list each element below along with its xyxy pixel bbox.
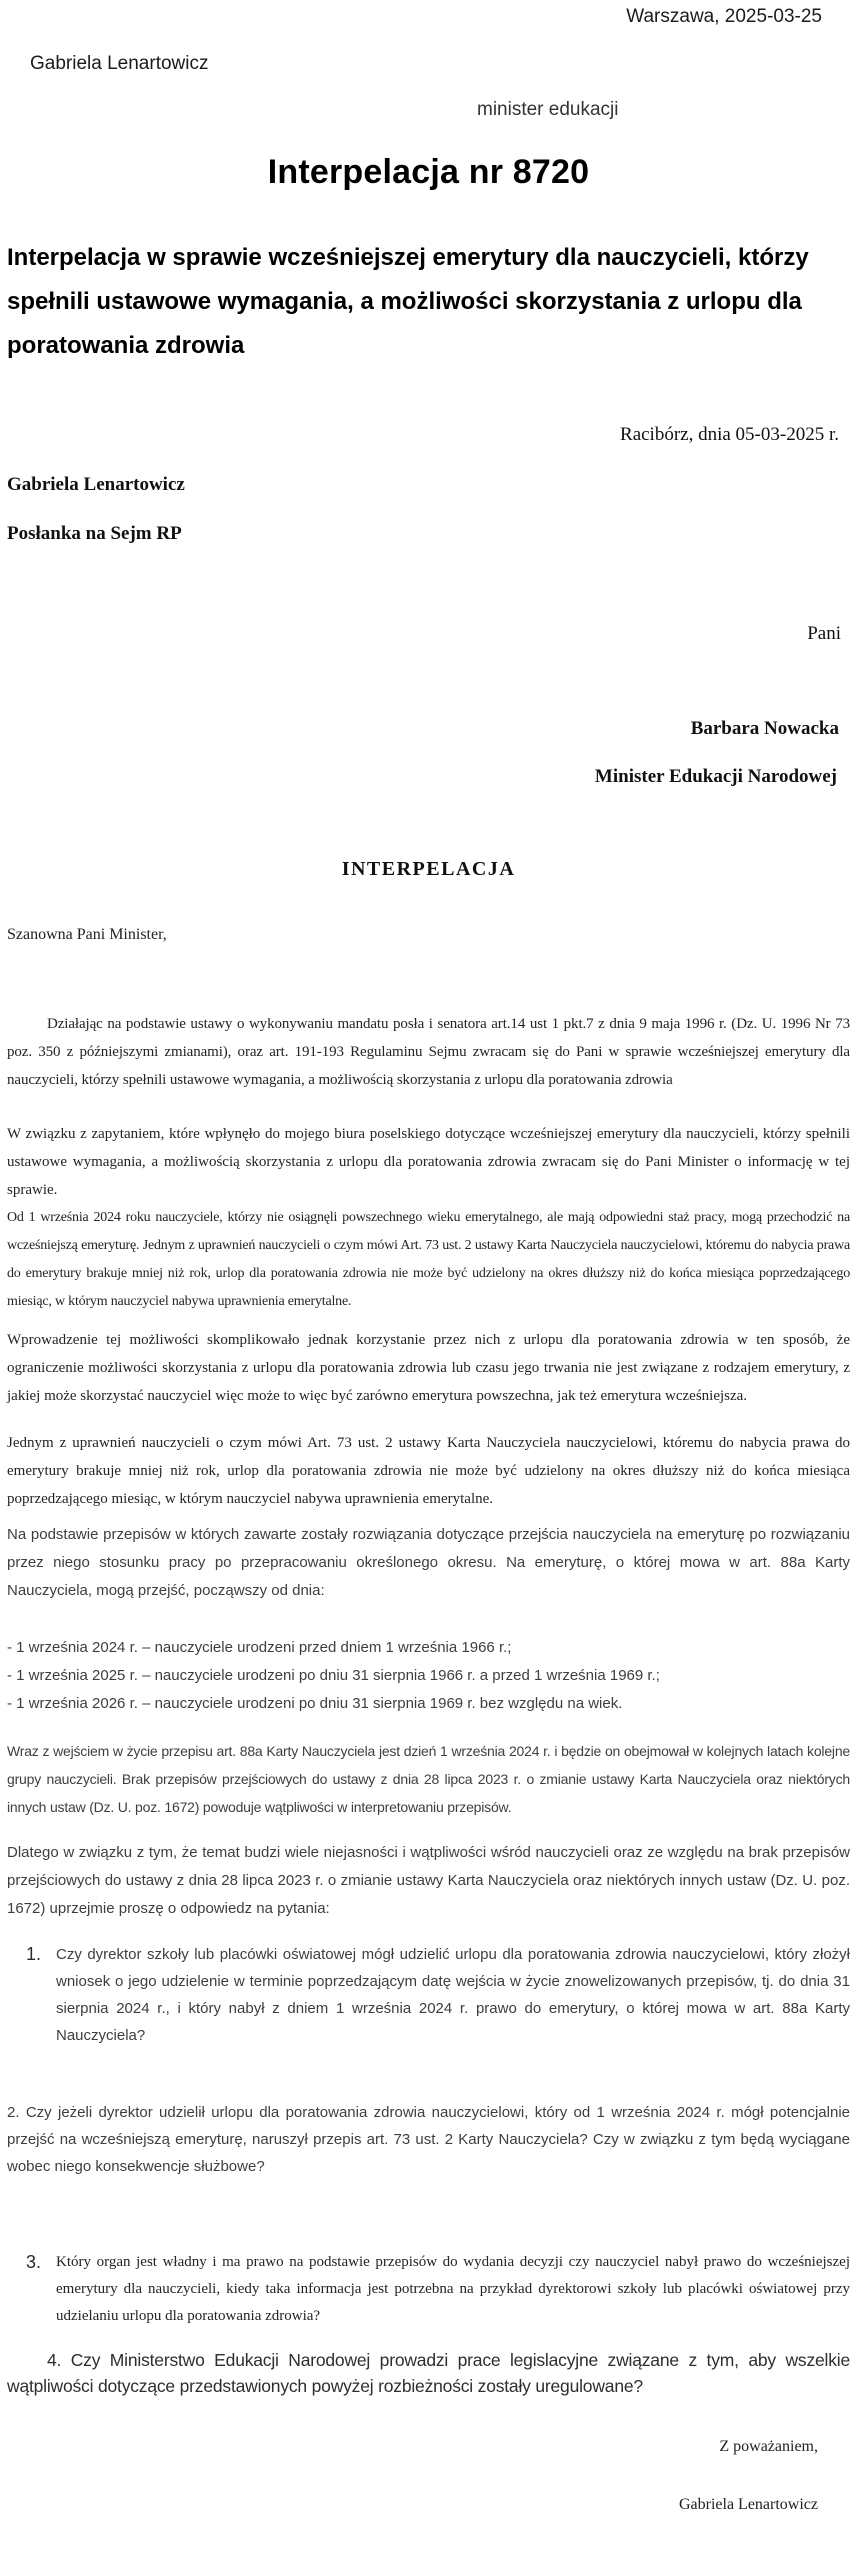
- retirement-date-item: - 1 września 2025 r. – nauczyciele urodzeni po dniu 31 sierpnia 1966 r. a przed 1 września 1969 r.;: [7, 1667, 660, 1684]
- closing-phrase: Z poważaniem,: [719, 2438, 818, 2455]
- place-date: Racibórz, dnia 05-03-2025 r.: [620, 424, 839, 445]
- recipient-title: Minister Edukacji Narodowej: [594, 766, 837, 787]
- sender-title: Posłanka na Sejm RP: [7, 523, 182, 544]
- question-2-text: 2. Czy jeżeli dyrektor udzielił urlopu dla poratowania zdrowia nauczycielowi, który od 1 września 2024 r. mógł potencjalnie przejść na wcześniejszą emeryturę, naruszył przepis art. 73 ust. 2 Karty Nauczyciela? Czy w związku z tym będą wyciągane wobec niego konsekwencje służbowe?: [7, 2104, 850, 2175]
- city-date: Warszawa, 2025-03-25: [626, 6, 822, 27]
- paragraph-request: W związku z zapytaniem, które wpłynęło do mojego biura poselskiego dotyczące wcześniejszej emerytury dla nauczycieli, którzy spełnili ustawowe wymagania, a możliwością skorzystania z urlopu dla poratowania zdrowia zwracam się do Pani Minister o informację w tej sprawie.: [7, 1126, 850, 1198]
- paragraph-questions-intro: Dlatego w związku z tym, że temat budzi wiele niejasności i wątpliwości wśród nauczycieli oraz ze względu na brak przepisów przejściowych do ustawy z dnia 28 lipca 2023 r. o zmianie ustawy Karta Nauczyciela oraz niektórych innych ustaw (Dz. U. poz. 1672) uprzejmie proszę o odpowiedz na pytania:: [7, 1844, 850, 1917]
- question-1-text: Czy dyrektor szkoły lub placówki oświatowej mógł udzielić urlopu dla poratowania zdrowia nauczycielowi, który złożył wniosek o jego udzielenie w terminie poprzedzającym datę wejścia w życie znowelizowanych przepisów, tj. do dnia 31 sierpnia 2024 r., i który nabył z dniem 1 września 2024 r. prawo do emerytury, o której mowa w art. 88a Karty Nauczyciela?: [56, 1946, 850, 2044]
- signature-name: Gabriela Lenartowicz: [678, 2496, 818, 2513]
- sender-name: Gabriela Lenartowicz: [7, 474, 185, 495]
- retirement-date-list: [7, 1634, 850, 1718]
- document-subject: Interpelacja w sprawie wcześniejszej emerytury dla nauczycieli, którzy spełnili ustawowe wymagania, a możliwości skorzystania z urlopu dla poratowania zdrowia: [7, 244, 809, 359]
- question-3-text: Który organ jest władny i ma prawo na podstawie przepisów do wydania decyzji czy nauczyciel nabył prawo do wcześniejszej emerytury dla nauczycieli, kiedy taka informacja jest potrzebna na przykład dyrektorowi szkoły lub placówki oświatowej przy udzielaniu urlopu dla poratowania zdrowia?: [56, 2254, 850, 2324]
- paragraph-group-request: [7, 1120, 850, 1316]
- paragraph-entitlement: Jednym z uprawnień nauczycieli o czym mówi Art. 73 ust. 2 ustawy Karta Nauczyciela nauczycielowi, któremu do nabycia prawa do emerytury brakuje mniej niż rok, urlop dla poratowania zdrowia nie może być udzielony na okres dłuższy niż do końca miesiąca poprzedzającego miesiąc, w którym nauczyciel nabywa uprawnienia emerytalne.: [7, 1435, 850, 1507]
- question-3: [26, 2249, 850, 2330]
- recipient-salutation: Pani: [807, 623, 841, 644]
- question-1: [26, 1941, 850, 2049]
- retirement-date-item: - 1 września 2024 r. – nauczyciele urodzeni przed dniem 1 września 1966 r.;: [7, 1639, 512, 1656]
- greeting: Szanowna Pani Minister,: [7, 926, 167, 943]
- document-title: Interpelacja nr 8720: [267, 153, 590, 191]
- author-name: Gabriela Lenartowicz: [30, 53, 209, 74]
- section-heading: INTERPELACJA: [341, 858, 516, 880]
- retirement-date-item: - 1 września 2026 r. – nauczyciele urodzeni po dniu 31 sierpnia 1969 r. bez względu na wiek.: [7, 1695, 623, 1712]
- recipient-label: minister edukacji: [477, 99, 619, 120]
- recipient-name: Barbara Nowacka: [690, 718, 839, 739]
- paragraph-transition: Wraz z wejściem w życie przepisu art. 88a Karty Nauczyciela jest dzień 1 września 2024 r. i będzie on obejmował w kolejnych latach kolejne grupy nauczycieli. Brak przepisów przejściowych do ustawy z dnia 28 lipca 2023 r. o zmianie ustawy Karta Nauczyciela oraz niektórych innych ustaw (Dz. U. poz. 1672) powoduje wątpliwości w interpretowaniu przepisów.: [7, 1743, 850, 1815]
- paragraph-early-retirement: Od 1 września 2024 roku nauczyciele, którzy nie osiągnęli powszechnego wieku emerytalnego, ale mają odpowiedni staż pracy, mogą przechodzić na wcześniejszą emeryturę. Jednym z uprawnień nauczycieli o czym mówi Art. 73 ust. 2 ustawy Karta Nauczyciela nauczycielowi, któremu do nabycia prawa do emerytury brakuje mniej niż rok, urlop dla poratowania zdrowia nie może być udzielony na okres dłuższy niż do końca miesiąca poprzedzającego miesiąc, w którym nauczyciel nabywa uprawnienia emerytalne.: [7, 1210, 850, 1309]
- paragraph-complication: Wprowadzenie tej możliwości skomplikowało jednak korzystanie przez nich z urlopu dla poratowania zdrowia w ten sposób, że ograniczenie możliwości skorzystania z urlopu dla poratowania zdrowia lub czasu jego trwania nie jest związane z rodzajem emerytury, z jakiej może skorzystać nauczyciel więc może to więc być zarówno emerytura powszechna, jak też emerytura wcześniejsza.: [7, 1332, 850, 1404]
- paragraph-legal-basis: Działając na podstawie ustawy o wykonywaniu mandatu posła i senatora art.14 ust 1 pkt.7 z dnia 9 maja 1996 r. (Dz. U. 1996 Nr 73 poz. 350 z późniejszymi zmianami), oraz art. 191-193 Regulaminu Sejmu zwracam się do Pani w sprawie wcześniejszej emerytury dla nauczycieli, którzy spełnili ustawowe wymagania, a możliwością skorzystania z urlopu dla poratowania zdrowia: [7, 1016, 850, 1088]
- question-3-number: 3.: [26, 2252, 42, 2272]
- question-4-text: 4. Czy Ministerstwo Edukacji Narodowej prowadzi prace legislacyjne związane z tym, aby wszelkie wątpliwości dotyczące przedstawionych powyżej rozbieżności zostały uregulowane?: [7, 2350, 850, 2396]
- question-1-number: 1.: [26, 1944, 42, 1964]
- paragraph-provisions: Na podstawie przepisów w których zawarte zostały rozwiązania dotyczące przejścia nauczyciela na emeryturę po rozwiązaniu przez niego stosunku pracy po przepracowaniu określonego okresu. Na emeryturę, o której mowa w art. 88a Karty Nauczyciela, mogą przejść, począwszy od dnia:: [7, 1526, 850, 1599]
